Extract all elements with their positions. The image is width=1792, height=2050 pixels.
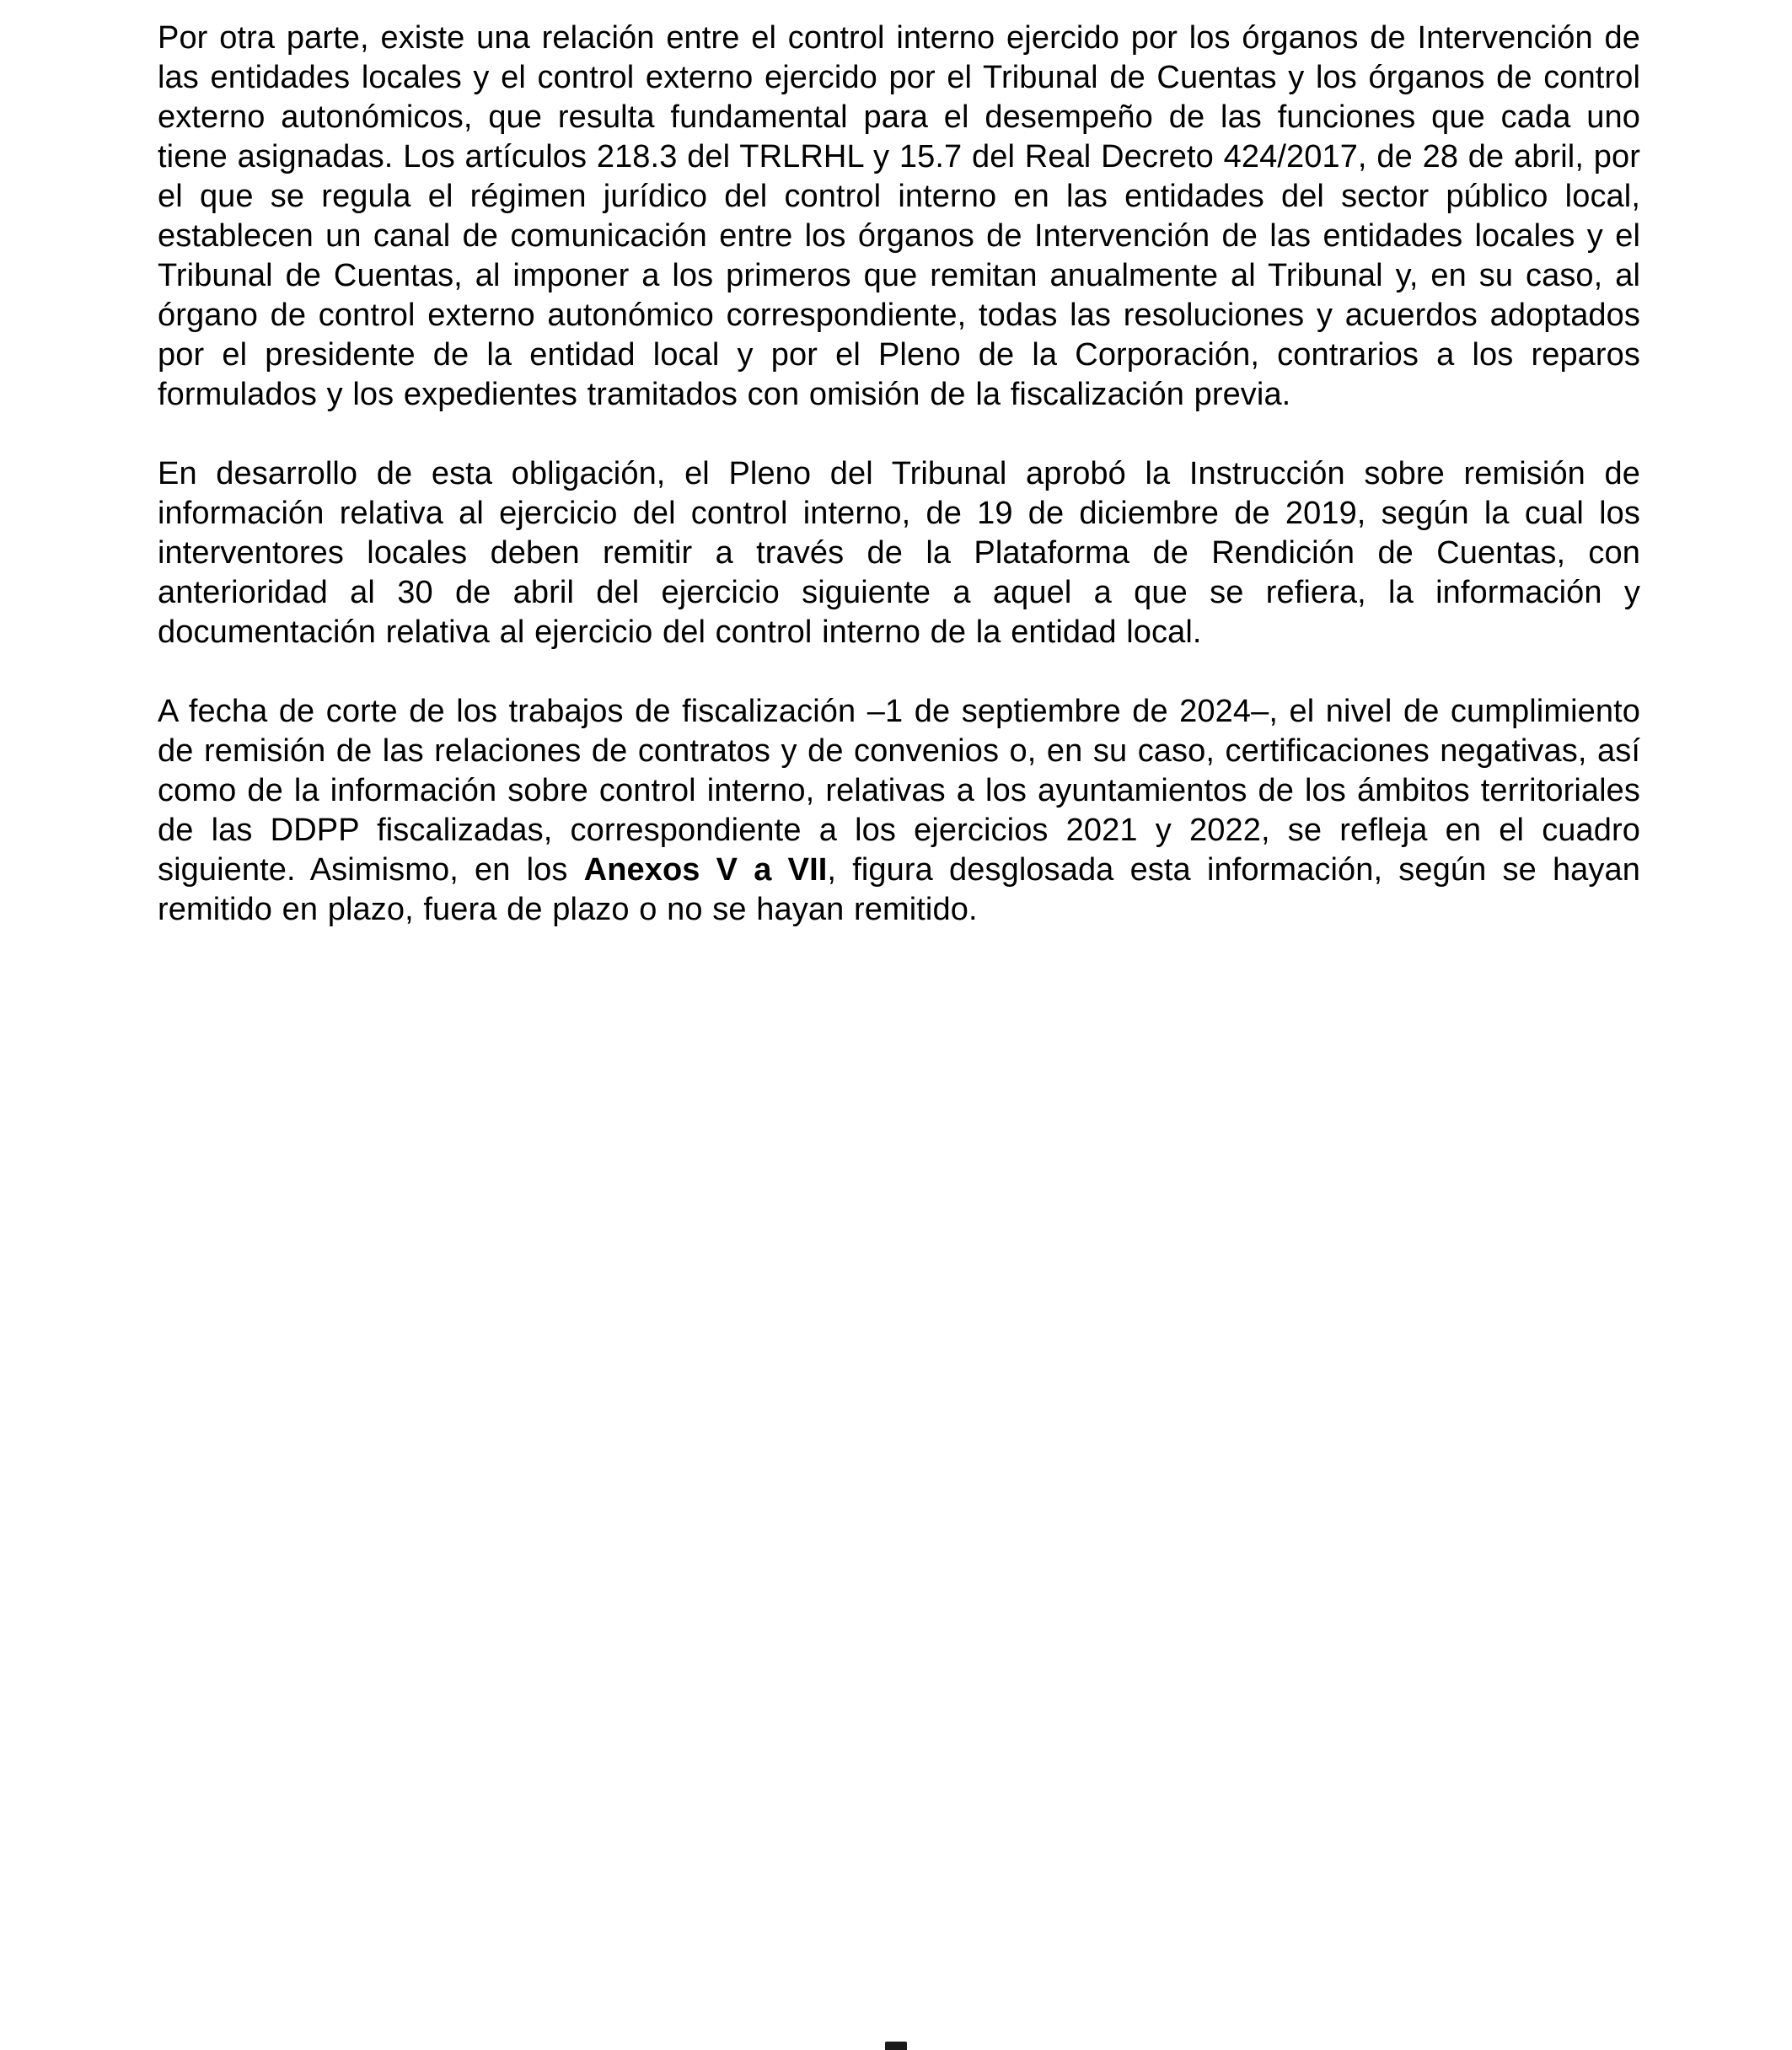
- anexos-v-a-vii-bold-text: Anexos V a VII: [583, 852, 828, 888]
- paragraph-fecha-corte-text: A fecha de corte de los trabajos de fiscalización –1 de septiembre de 2024–, el nivel de cumplimiento de remisión de las relaciones de contratos y de convenios o, en su caso, certificaciones negativas, así como de la información sobre control interno, relativas a los ayuntamientos de los ámbitos territoriales de las DDPP fiscalizadas, correspondiente a los ejercicios 2021 y 2022, se refleja en el cuadro siguiente. Asimismo, en los: [158, 694, 1640, 888]
- paragraph-fecha-corte-text-after: , figura desglosada esta información, según se hayan remitido en plazo, fuera de plazo o no se hayan remitido.: [158, 852, 1640, 927]
- paragraph-instruccion-remision: En desarrollo de esta obligación, el Pleno del Tribunal aprobó la Instrucción sobre remisión de información relativa al ejercicio del control interno, de 19 de diciembre de 2019, según la cual los interventores locales deben remitir a través de la Plataforma de Rendición de Cuentas, con anterioridad al 30 de abril del ejercicio siguiente a aquel a que se refiera, la información y documentación relativa al ejercicio del control interno de la entidad local.: [158, 456, 1640, 650]
- paragraph-control-interno-externo: Por otra parte, existe una relación entre el control interno ejercido por los órganos de Intervención de las entidades locales y el control externo ejercido por el Tribunal de Cuentas y los órganos de control externo autonómicos, que resulta fundamental para el desempeño de las funciones que cada uno tiene asignadas. Los artículos 218.3 del TRLRHL y 15.7 del Real Decreto 424/2017, de 28 de abril, por el que se regula el régimen jurídico del control interno en las entidades del sector público local, establecen un canal de comunicación entre los órganos de Intervención de las entidades locales y el Tribunal de Cuentas, al imponer a los primeros que remitan anualmente al Tribunal y, en su caso, al órgano de control externo autonómico correspondiente, todas las resoluciones y acuerdos adoptados por el presidente de la entidad local y por el Pleno de la Corporación, contrarios a los reparos formulados y los expedientes tramitados con omisión de la fiscalización previa.: [158, 20, 1640, 412]
- paragraph-fecha-corte: [158, 692, 1640, 930]
- page-number-partial: [885, 2042, 907, 2050]
